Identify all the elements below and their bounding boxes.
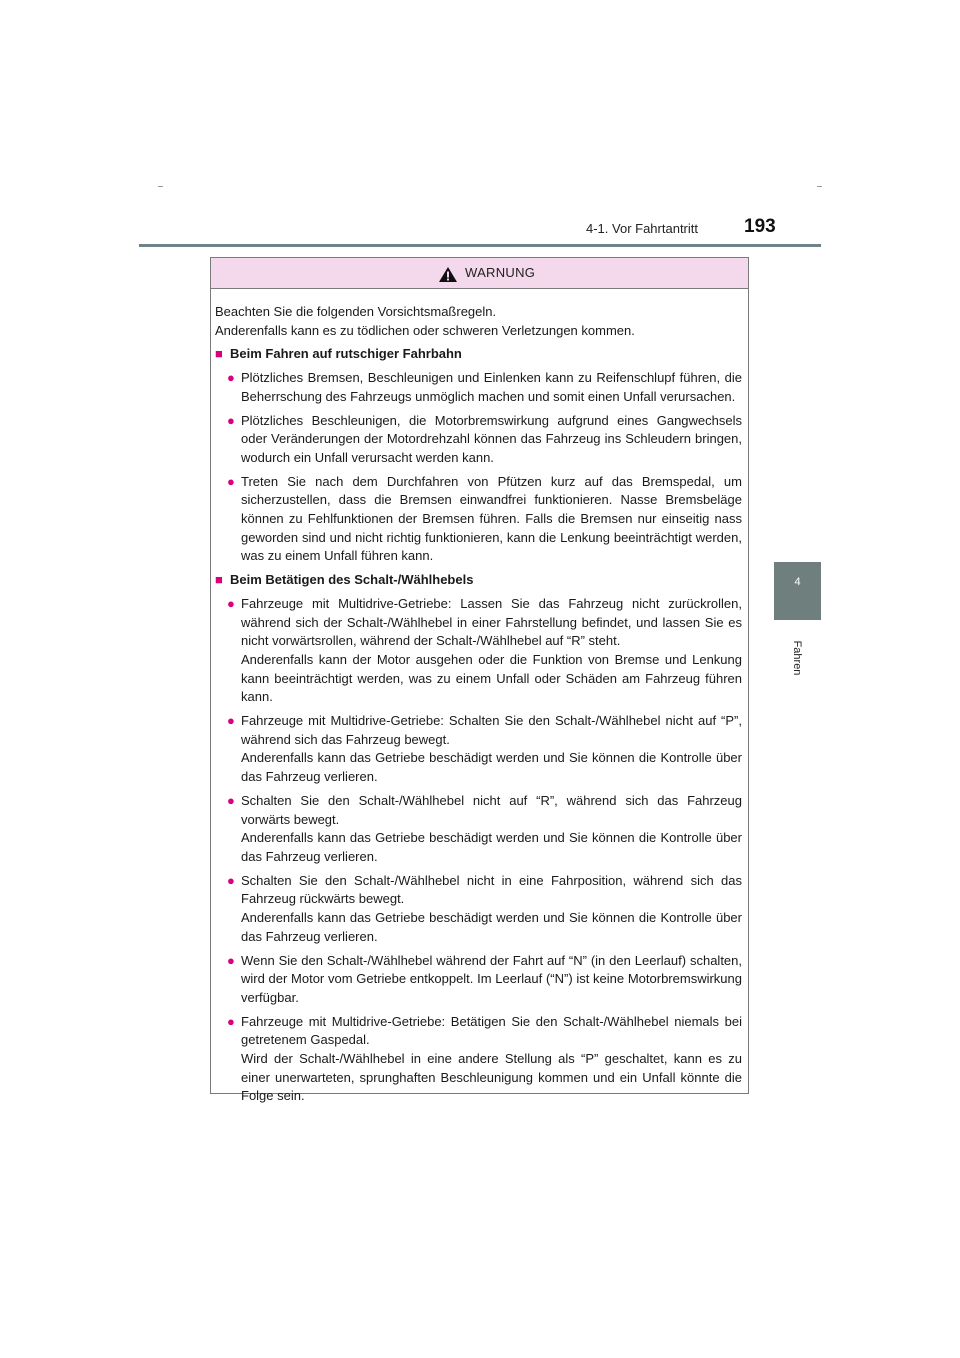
section-heading	[215, 571, 742, 590]
warning-section	[215, 571, 742, 1106]
list-item	[215, 369, 742, 406]
list-item-text	[241, 473, 742, 567]
round-bullet-icon: ●	[227, 1013, 235, 1029]
round-bullet-icon: ●	[227, 713, 235, 729]
paragraph: Wird der Schalt-/Wählhebel in eine andere Stellung als “P” geschaltet, kann es zu einer unerwarteten, sprunghaften Beschleunigung kommen und ein Unfall könnte die Folge sein.	[241, 1051, 742, 1104]
round-bullet-icon: ●	[227, 412, 235, 428]
paragraph: Fahrzeuge mit Multidrive-Getriebe: Schalten Sie den Schalt-/Wählhebel nicht auf “P”, während sich das Fahrzeug bewegt.	[241, 713, 742, 747]
warning-body	[211, 289, 748, 1106]
list-item-text	[241, 595, 742, 707]
paragraph: Plötzliches Bremsen, Beschleunigen und Einlenken kann zu Reifenschlupf führen, die Beherrschung des Fahrzeugs unmöglich machen und somit einen Unfall verursachen.	[241, 370, 742, 404]
page-number: 193	[744, 216, 776, 237]
list-item-text	[241, 952, 742, 1008]
list-item-text	[241, 792, 742, 867]
list-item	[215, 1013, 742, 1107]
paragraph: Fahrzeuge mit Multidrive-Getriebe: Betätigen Sie den Schalt-/Wählhebel niemals bei getretenem Gaspedal.	[241, 1013, 742, 1048]
chapter-tab[interactable]	[774, 562, 821, 620]
round-bullet-icon: ●	[227, 370, 235, 386]
round-bullet-icon: ●	[227, 952, 235, 968]
round-bullet-icon: ●	[227, 792, 235, 808]
crop-mark-right	[817, 186, 822, 187]
section-heading	[215, 345, 742, 364]
round-bullet-icon: ●	[227, 872, 235, 888]
list-item	[215, 792, 742, 867]
chapter-label: Fahren	[791, 640, 803, 676]
list-item	[215, 473, 742, 567]
header-rule	[139, 244, 821, 247]
intro-line: Anderenfalls kann es zu tödlichen oder schweren Verletzungen kommen.	[215, 322, 635, 338]
list-item-text	[241, 1013, 742, 1107]
warning-intro	[215, 303, 742, 340]
warning-header	[211, 258, 748, 289]
list-item-text	[241, 712, 742, 787]
paragraph: Plötzliches Beschleunigen, die Motorbremswirkung aufgrund eines Gangwechsels oder Veränderungen der Motordrehzahl können das Fahrzeug ins Schleudern bringen, wodurch ein Unfall verursacht werden kann.	[241, 412, 742, 465]
crop-mark-left	[158, 186, 163, 187]
section-heading-text: Beim Fahren auf rutschiger Fahrbahn	[230, 346, 462, 362]
list-item	[215, 712, 742, 787]
intro-line: Beachten Sie die folgenden Vorsichtsmaßregeln.	[215, 304, 497, 319]
chapter-number: 4	[794, 576, 801, 588]
list-item	[215, 952, 742, 1008]
warning-triangle-icon	[438, 266, 458, 283]
list-item	[215, 872, 742, 947]
paragraph: Anderenfalls kann das Getriebe beschädigt werden und Sie können die Kontrolle über das Fahrzeug verlieren.	[241, 830, 742, 864]
paragraph: Treten Sie nach dem Durchfahren von Pfützen kurz auf das Bremspedal, um sicherzustellen, dass die Bremsen einwandfrei funktionieren. Nasse Bremsbeläge können zu Fehlfunktionen der Bremsen führen. Falls die Bremsen nur einseitig nass geworden sind und nicht richtig funktionieren, kann die Lenkung beeinträchtigt werden, was zu einem Unfall führen kann.	[241, 473, 742, 564]
square-bullet-icon: ■	[215, 346, 223, 362]
paragraph: Wenn Sie den Schalt-/Wählhebel während der Fahrt auf “N” (in den Leerlauf) schalten, wird der Motor vom Getriebe entkoppelt. Im Leerlauf (“N”) ist keine Motorbremswirkung verfügbar.	[241, 952, 742, 1005]
square-bullet-icon: ■	[215, 572, 223, 588]
warning-box	[210, 257, 749, 1104]
list-item-text	[241, 872, 742, 947]
list-item-text	[241, 369, 742, 406]
paragraph: Anderenfalls kann das Getriebe beschädigt werden und Sie können die Kontrolle über das Fahrzeug verlieren.	[241, 910, 742, 944]
list-item	[215, 595, 742, 707]
list-item	[215, 412, 742, 468]
paragraph: Fahrzeuge mit Multidrive-Getriebe: Lassen Sie das Fahrzeug nicht zurückrollen, während sich der Schalt-/Wählhebel in einer Fahrstellung befindet, und lassen Sie es nicht vorwärtsrollen, während der Schalt-/Wählhebel auf “R” steht.	[241, 595, 742, 649]
paragraph: Schalten Sie den Schalt-/Wählhebel nicht in eine Fahrposition, während sich das Fahrzeug rückwärts bewegt.	[241, 872, 742, 907]
section-heading-text: Beim Betätigen des Schalt-/Wählhebels	[230, 572, 474, 588]
paragraph: Anderenfalls kann der Motor ausgehen oder die Funktion von Bremse und Lenkung kann beeinträchtigt werden, was zu einem Unfall oder Schäden am Fahrzeug führen kann.	[241, 651, 742, 705]
warning-title: WARNUNG	[465, 265, 536, 280]
round-bullet-icon: ●	[227, 473, 235, 489]
paragraph: Schalten Sie den Schalt-/Wählhebel nicht auf “R”, während sich das Fahrzeug vorwärts bewegt.	[241, 792, 742, 827]
warning-section	[215, 345, 742, 566]
list-item-text	[241, 412, 742, 468]
round-bullet-icon: ●	[227, 595, 235, 611]
section-title: 4-1. Vor Fahrtantritt	[586, 221, 698, 236]
paragraph: Anderenfalls kann das Getriebe beschädigt werden und Sie können die Kontrolle über das Fahrzeug verlieren.	[241, 750, 742, 785]
